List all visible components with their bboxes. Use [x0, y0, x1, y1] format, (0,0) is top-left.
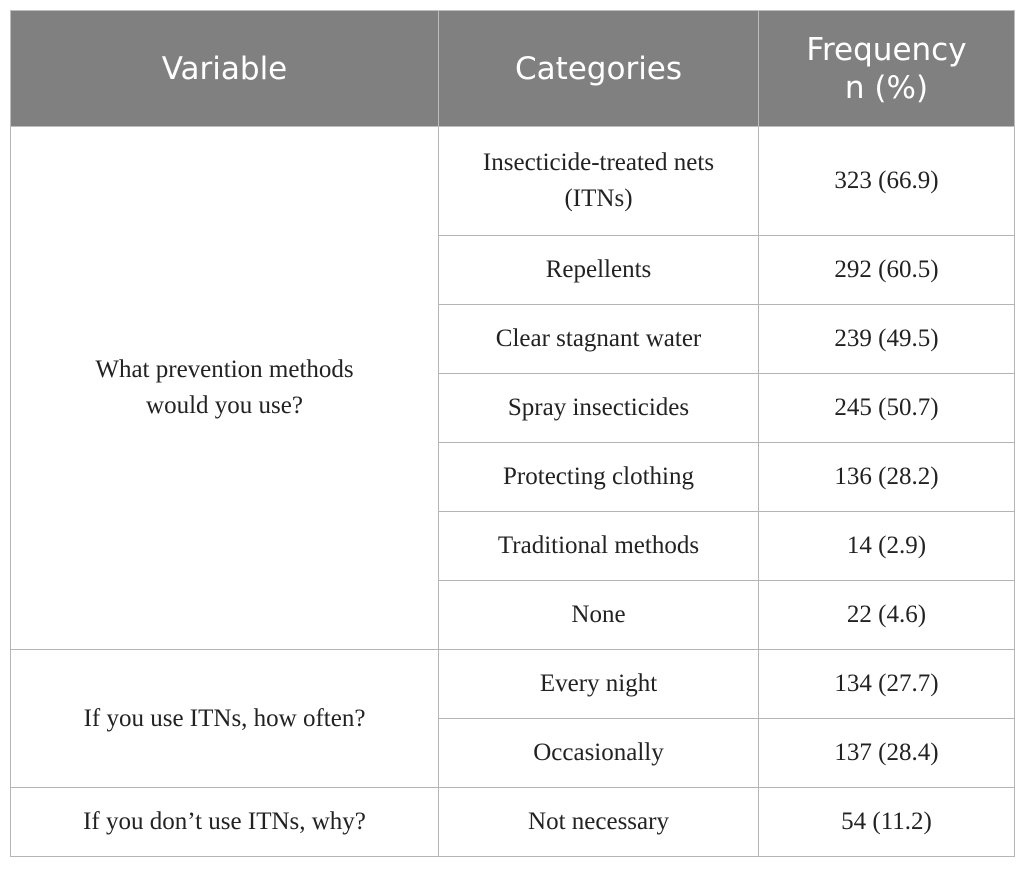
variable-text-line1: What prevention methods: [95, 356, 354, 383]
frequency-cell: 134 (27.7): [759, 650, 1015, 719]
header-frequency-line2: n (%): [844, 69, 929, 106]
variable-cell-prevention-methods: [11, 127, 439, 650]
frequency-cell: 14 (2.9): [759, 512, 1015, 581]
category-text-line2: (ITNs): [564, 185, 633, 212]
frequency-cell: 245 (50.7): [759, 374, 1015, 443]
header-categories: Categories: [439, 11, 759, 127]
category-text-line1: Insecticide-treated nets: [482, 149, 715, 176]
category-cell: None: [439, 581, 759, 650]
table-row: [11, 650, 1015, 719]
header-variable: Variable: [11, 11, 439, 127]
header-frequency-line1: Frequency: [806, 31, 967, 68]
variable-cell-itn-reason: If you don’t use ITNs, why?: [11, 788, 439, 857]
frequency-cell: 137 (28.4): [759, 719, 1015, 788]
category-cell: Repellents: [439, 236, 759, 305]
table-body: [11, 127, 1015, 857]
table-row: [11, 127, 1015, 236]
frequency-cell: 323 (66.9): [759, 127, 1015, 236]
variable-cell-itn-frequency: If you use ITNs, how often?: [11, 650, 439, 788]
category-cell: Not necessary: [439, 788, 759, 857]
frequency-cell: 292 (60.5): [759, 236, 1015, 305]
category-cell: Clear stagnant water: [439, 305, 759, 374]
variable-text-line2: would you use?: [146, 392, 303, 419]
table-header: [11, 11, 1015, 127]
header-frequency: [759, 11, 1015, 127]
frequency-cell: 136 (28.2): [759, 443, 1015, 512]
header-row: [11, 11, 1015, 127]
frequency-cell: 239 (49.5): [759, 305, 1015, 374]
category-cell: Spray insecticides: [439, 374, 759, 443]
frequency-cell: 22 (4.6): [759, 581, 1015, 650]
category-cell: Protecting clothing: [439, 443, 759, 512]
prevention-methods-table: [10, 10, 1015, 857]
category-cell: Occasionally: [439, 719, 759, 788]
category-cell: [439, 127, 759, 236]
prevention-methods-table-container: [10, 10, 1014, 857]
table-row: [11, 788, 1015, 857]
frequency-cell: 54 (11.2): [759, 788, 1015, 857]
category-cell: Traditional methods: [439, 512, 759, 581]
category-cell: Every night: [439, 650, 759, 719]
